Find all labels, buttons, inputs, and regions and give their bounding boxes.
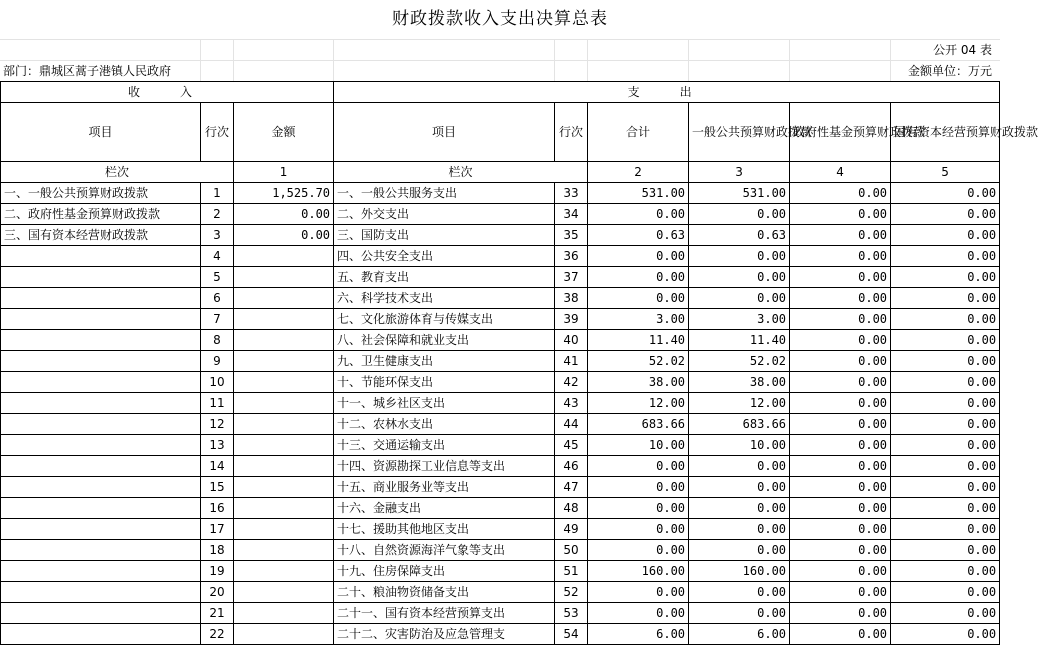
state-capital-cell[interactable]: 0.00	[891, 561, 1000, 582]
expense-line-no-cell[interactable]: 48	[555, 498, 588, 519]
header-general-budget[interactable]: 一般公共预算财政拨款	[689, 103, 790, 162]
state-capital-cell[interactable]: 0.00	[891, 204, 1000, 225]
general-budget-cell[interactable]: 0.00	[689, 246, 790, 267]
income-line-no-cell[interactable]: 1	[201, 183, 234, 204]
gov-fund-cell[interactable]: 0.00	[790, 624, 891, 645]
table-row	[1, 393, 1000, 414]
state-capital-cell[interactable]: 0.00	[891, 498, 1000, 519]
general-budget-cell[interactable]: 0.00	[689, 267, 790, 288]
income-line-no-cell[interactable]: 17	[201, 519, 234, 540]
general-budget-cell[interactable]: 10.00	[689, 435, 790, 456]
general-budget-cell[interactable]: 531.00	[689, 183, 790, 204]
state-capital-cell[interactable]: 0.00	[891, 624, 1000, 645]
expense-line-no-cell[interactable]: 54	[555, 624, 588, 645]
state-capital-cell[interactable]: 0.00	[891, 435, 1000, 456]
income-line-no-cell[interactable]: 4	[201, 246, 234, 267]
gov-fund-cell[interactable]: 0.00	[790, 498, 891, 519]
table-row	[1, 540, 1000, 561]
index-income-amount[interactable]: 1	[234, 162, 334, 183]
state-capital-cell[interactable]: 0.00	[891, 288, 1000, 309]
income-amount-cell[interactable]	[234, 414, 334, 435]
total-cell[interactable]: 0.00	[588, 603, 689, 624]
expense-item-cell[interactable]: 十八、自然资源海洋气象等支出	[334, 540, 555, 561]
table-row	[1, 183, 1000, 204]
income-item-cell[interactable]	[1, 414, 201, 435]
total-cell[interactable]: 0.00	[588, 288, 689, 309]
expense-item-cell[interactable]: 三、国防支出	[334, 225, 555, 246]
expense-item-cell[interactable]: 十一、城乡社区支出	[334, 393, 555, 414]
total-cell[interactable]: 0.00	[588, 519, 689, 540]
section-expense[interactable]: 支 出	[334, 82, 1000, 103]
expense-item-cell[interactable]: 二十一、国有资本经营预算支出	[334, 603, 555, 624]
table-row	[1, 267, 1000, 288]
table-row	[1, 330, 1000, 351]
expense-item-cell[interactable]: 九、卫生健康支出	[334, 351, 555, 372]
income-line-no-cell[interactable]: 9	[201, 351, 234, 372]
income-item-cell[interactable]: 三、国有资本经营财政拨款	[1, 225, 201, 246]
gov-fund-cell[interactable]: 0.00	[790, 519, 891, 540]
unit-label: 金额单位：万元	[907, 64, 992, 78]
general-budget-cell[interactable]: 0.00	[689, 204, 790, 225]
state-capital-cell[interactable]: 0.00	[891, 246, 1000, 267]
header-income-line-no[interactable]: 行次	[201, 103, 234, 162]
expense-item-cell[interactable]: 六、科学技术支出	[334, 288, 555, 309]
total-cell[interactable]: 38.00	[588, 372, 689, 393]
expense-line-no-cell[interactable]: 50	[555, 540, 588, 561]
column-header-row	[1, 103, 1000, 162]
general-budget-cell[interactable]: 12.00	[689, 393, 790, 414]
income-line-no-cell[interactable]: 7	[201, 309, 234, 330]
expense-item-cell[interactable]: 二十二、灾害防治及应急管理支	[334, 624, 555, 645]
gov-fund-cell[interactable]: 0.00	[790, 540, 891, 561]
state-capital-cell[interactable]: 0.00	[891, 225, 1000, 246]
income-line-no-cell[interactable]: 6	[201, 288, 234, 309]
general-budget-cell[interactable]: 683.66	[689, 414, 790, 435]
expense-line-no-cell[interactable]: 42	[555, 372, 588, 393]
income-amount-cell[interactable]	[234, 582, 334, 603]
gov-fund-cell[interactable]: 0.00	[790, 288, 891, 309]
expense-line-no-cell[interactable]: 51	[555, 561, 588, 582]
table-row	[1, 414, 1000, 435]
total-cell[interactable]: 0.00	[588, 246, 689, 267]
expense-line-no-cell[interactable]: 37	[555, 267, 588, 288]
state-capital-cell[interactable]: 0.00	[891, 582, 1000, 603]
expense-line-no-cell[interactable]: 36	[555, 246, 588, 267]
income-amount-cell[interactable]	[234, 267, 334, 288]
general-budget-cell[interactable]: 6.00	[689, 624, 790, 645]
income-amount-cell[interactable]	[234, 393, 334, 414]
income-line-no-cell[interactable]: 16	[201, 498, 234, 519]
general-budget-cell[interactable]: 0.00	[689, 519, 790, 540]
table-row	[1, 435, 1000, 456]
gov-fund-cell[interactable]: 0.00	[790, 183, 891, 204]
expense-line-no-cell[interactable]: 41	[555, 351, 588, 372]
income-item-cell[interactable]	[1, 267, 201, 288]
expense-item-cell[interactable]: 十六、金融支出	[334, 498, 555, 519]
form-number: 公开 04 表	[933, 43, 992, 57]
expense-item-cell[interactable]: 七、文化旅游体育与传媒支出	[334, 309, 555, 330]
income-line-no-cell[interactable]: 18	[201, 540, 234, 561]
state-capital-cell[interactable]: 0.00	[891, 414, 1000, 435]
total-cell[interactable]: 0.00	[588, 498, 689, 519]
income-item-cell[interactable]	[1, 582, 201, 603]
income-amount-cell[interactable]	[234, 246, 334, 267]
expense-line-no-cell[interactable]: 46	[555, 456, 588, 477]
expense-item-cell[interactable]: 一、一般公共服务支出	[334, 183, 555, 204]
expense-line-no-cell[interactable]: 34	[555, 204, 588, 225]
table-row	[1, 519, 1000, 540]
index-state-capital[interactable]: 5	[891, 162, 1000, 183]
total-cell[interactable]: 683.66	[588, 414, 689, 435]
income-amount-cell[interactable]	[234, 624, 334, 645]
income-line-no-cell[interactable]: 10	[201, 372, 234, 393]
table-row	[1, 309, 1000, 330]
expense-line-no-cell[interactable]: 45	[555, 435, 588, 456]
state-capital-cell[interactable]: 0.00	[891, 330, 1000, 351]
state-capital-cell[interactable]: 0.00	[891, 351, 1000, 372]
index-label-expense[interactable]: 栏次	[334, 162, 588, 183]
general-budget-cell[interactable]: 0.00	[689, 288, 790, 309]
gov-fund-cell[interactable]: 0.00	[790, 456, 891, 477]
total-cell[interactable]: 0.00	[588, 456, 689, 477]
general-budget-cell[interactable]: 0.00	[689, 498, 790, 519]
total-cell[interactable]: 12.00	[588, 393, 689, 414]
income-amount-cell[interactable]	[234, 603, 334, 624]
general-budget-cell[interactable]: 52.02	[689, 351, 790, 372]
header-gov-fund[interactable]: 政府性基金预算财政拨款	[790, 103, 891, 162]
general-budget-cell[interactable]: 0.00	[689, 540, 790, 561]
income-amount-cell[interactable]: 0.00	[234, 225, 334, 246]
expense-item-cell[interactable]: 四、公共安全支出	[334, 246, 555, 267]
state-capital-cell[interactable]: 0.00	[891, 519, 1000, 540]
income-item-cell[interactable]	[1, 540, 201, 561]
income-item-cell[interactable]	[1, 372, 201, 393]
income-item-cell[interactable]	[1, 498, 201, 519]
income-amount-cell[interactable]	[234, 561, 334, 582]
income-item-cell[interactable]	[1, 477, 201, 498]
total-cell[interactable]: 0.00	[588, 204, 689, 225]
income-line-no-cell[interactable]: 15	[201, 477, 234, 498]
table-row	[1, 225, 1000, 246]
income-amount-cell[interactable]: 1,525.70	[234, 183, 334, 204]
income-item-cell[interactable]	[1, 351, 201, 372]
section-header-row	[1, 82, 1000, 103]
total-cell[interactable]: 0.00	[588, 540, 689, 561]
total-cell[interactable]: 160.00	[588, 561, 689, 582]
gov-fund-cell[interactable]: 0.00	[790, 435, 891, 456]
expense-item-cell[interactable]: 十九、住房保障支出	[334, 561, 555, 582]
income-amount-cell[interactable]	[234, 456, 334, 477]
header-state-capital[interactable]: 国有资本经营预算财政拨款	[891, 103, 1000, 162]
expense-line-no-cell[interactable]: 47	[555, 477, 588, 498]
state-capital-cell[interactable]: 0.00	[891, 372, 1000, 393]
income-line-no-cell[interactable]: 22	[201, 624, 234, 645]
general-budget-cell[interactable]: 0.00	[689, 603, 790, 624]
gov-fund-cell[interactable]: 0.00	[790, 561, 891, 582]
expense-line-no-cell[interactable]: 53	[555, 603, 588, 624]
state-capital-cell[interactable]: 0.00	[891, 393, 1000, 414]
income-amount-cell[interactable]	[234, 351, 334, 372]
income-line-no-cell[interactable]: 2	[201, 204, 234, 225]
gov-fund-cell[interactable]: 0.00	[790, 477, 891, 498]
gov-fund-cell[interactable]: 0.00	[790, 204, 891, 225]
total-cell[interactable]: 0.00	[588, 582, 689, 603]
gov-fund-cell[interactable]: 0.00	[790, 330, 891, 351]
income-line-no-cell[interactable]: 21	[201, 603, 234, 624]
expense-item-cell[interactable]: 八、社会保障和就业支出	[334, 330, 555, 351]
income-item-cell[interactable]	[1, 393, 201, 414]
page-title: 财政拨款收入支出决算总表	[392, 9, 608, 29]
total-cell[interactable]: 10.00	[588, 435, 689, 456]
general-budget-cell[interactable]: 3.00	[689, 309, 790, 330]
state-capital-cell[interactable]: 0.00	[891, 477, 1000, 498]
total-cell[interactable]: 0.00	[588, 477, 689, 498]
gov-fund-cell[interactable]: 0.00	[790, 246, 891, 267]
income-item-cell[interactable]	[1, 624, 201, 645]
expense-line-no-cell[interactable]: 49	[555, 519, 588, 540]
expense-line-no-cell[interactable]: 40	[555, 330, 588, 351]
index-gov-fund[interactable]: 4	[790, 162, 891, 183]
header-income-amount[interactable]: 金额	[234, 103, 334, 162]
expense-item-cell[interactable]: 十七、援助其他地区支出	[334, 519, 555, 540]
total-cell[interactable]: 0.63	[588, 225, 689, 246]
budget-table	[0, 81, 1038, 645]
state-capital-cell[interactable]: 0.00	[891, 267, 1000, 288]
index-general-budget[interactable]: 3	[689, 162, 790, 183]
gov-fund-cell[interactable]: 0.00	[790, 372, 891, 393]
income-line-no-cell[interactable]: 14	[201, 456, 234, 477]
expense-line-no-cell[interactable]: 43	[555, 393, 588, 414]
general-budget-cell[interactable]: 0.00	[689, 582, 790, 603]
table-row	[1, 582, 1000, 603]
income-amount-cell[interactable]	[234, 309, 334, 330]
income-item-cell[interactable]	[1, 288, 201, 309]
expense-line-no-cell[interactable]: 38	[555, 288, 588, 309]
total-cell[interactable]: 52.02	[588, 351, 689, 372]
expense-line-no-cell[interactable]: 39	[555, 309, 588, 330]
general-budget-cell[interactable]: 38.00	[689, 372, 790, 393]
income-line-no-cell[interactable]: 13	[201, 435, 234, 456]
department-label: 部门：鼎城区蒿子港镇人民政府	[3, 64, 172, 78]
income-amount-cell[interactable]	[234, 498, 334, 519]
table-row	[1, 561, 1000, 582]
gov-fund-cell[interactable]: 0.00	[790, 582, 891, 603]
header-expense-item[interactable]: 项目	[334, 103, 555, 162]
expense-line-no-cell[interactable]: 52	[555, 582, 588, 603]
expense-item-cell[interactable]: 十二、农林水支出	[334, 414, 555, 435]
header-total[interactable]: 合计	[588, 103, 689, 162]
income-item-cell[interactable]: 一、一般公共预算财政拨款	[1, 183, 201, 204]
index-label-income[interactable]: 栏次	[1, 162, 234, 183]
income-amount-cell[interactable]	[234, 435, 334, 456]
income-amount-cell[interactable]: 0.00	[234, 204, 334, 225]
index-total[interactable]: 2	[588, 162, 689, 183]
income-line-no-cell[interactable]: 19	[201, 561, 234, 582]
income-line-no-cell[interactable]: 11	[201, 393, 234, 414]
expense-item-cell[interactable]: 十四、资源勘探工业信息等支出	[334, 456, 555, 477]
income-item-cell[interactable]	[1, 456, 201, 477]
income-item-cell[interactable]	[1, 330, 201, 351]
table-row	[1, 372, 1000, 393]
expense-line-no-cell[interactable]: 33	[555, 183, 588, 204]
income-amount-cell[interactable]	[234, 372, 334, 393]
general-budget-cell[interactable]: 0.00	[689, 456, 790, 477]
total-cell[interactable]: 531.00	[588, 183, 689, 204]
income-amount-cell[interactable]	[234, 288, 334, 309]
total-cell[interactable]: 0.00	[588, 267, 689, 288]
general-budget-cell[interactable]: 0.63	[689, 225, 790, 246]
expense-item-cell[interactable]: 五、教育支出	[334, 267, 555, 288]
income-line-no-cell[interactable]: 3	[201, 225, 234, 246]
state-capital-cell[interactable]: 0.00	[891, 309, 1000, 330]
income-line-no-cell[interactable]: 12	[201, 414, 234, 435]
gov-fund-cell[interactable]: 0.00	[790, 414, 891, 435]
expense-item-cell[interactable]: 二、外交支出	[334, 204, 555, 225]
header-expense-line-no[interactable]: 行次	[555, 103, 588, 162]
income-item-cell[interactable]	[1, 603, 201, 624]
income-item-cell[interactable]	[1, 309, 201, 330]
income-item-cell[interactable]	[1, 435, 201, 456]
total-cell[interactable]: 11.40	[588, 330, 689, 351]
income-amount-cell[interactable]	[234, 519, 334, 540]
table-row	[1, 351, 1000, 372]
general-budget-cell[interactable]: 160.00	[689, 561, 790, 582]
state-capital-cell[interactable]: 0.00	[891, 183, 1000, 204]
expense-line-no-cell[interactable]: 44	[555, 414, 588, 435]
income-amount-cell[interactable]	[234, 330, 334, 351]
table-row	[1, 498, 1000, 519]
table-row	[1, 204, 1000, 225]
total-cell[interactable]: 6.00	[588, 624, 689, 645]
income-amount-cell[interactable]	[234, 540, 334, 561]
table-row	[1, 603, 1000, 624]
table-row	[1, 246, 1000, 267]
income-item-cell[interactable]	[1, 519, 201, 540]
header-income-item[interactable]: 项目	[1, 103, 201, 162]
section-income[interactable]: 收 入	[1, 82, 334, 103]
gov-fund-cell[interactable]: 0.00	[790, 351, 891, 372]
income-item-cell[interactable]	[1, 246, 201, 267]
state-capital-cell[interactable]: 0.00	[891, 603, 1000, 624]
expense-item-cell[interactable]: 二十、粮油物资储备支出	[334, 582, 555, 603]
income-item-cell[interactable]: 二、政府性基金预算财政拨款	[1, 204, 201, 225]
income-line-no-cell[interactable]: 8	[201, 330, 234, 351]
table-row	[1, 477, 1000, 498]
table-row	[1, 288, 1000, 309]
expense-item-cell[interactable]: 十五、商业服务业等支出	[334, 477, 555, 498]
expense-item-cell[interactable]: 十三、交通运输支出	[334, 435, 555, 456]
gov-fund-cell[interactable]: 0.00	[790, 225, 891, 246]
expense-line-no-cell[interactable]: 35	[555, 225, 588, 246]
gov-fund-cell[interactable]: 0.00	[790, 309, 891, 330]
gov-fund-cell[interactable]: 0.00	[790, 267, 891, 288]
income-amount-cell[interactable]	[234, 477, 334, 498]
total-cell[interactable]: 3.00	[588, 309, 689, 330]
income-line-no-cell[interactable]: 5	[201, 267, 234, 288]
gov-fund-cell[interactable]: 0.00	[790, 393, 891, 414]
general-budget-cell[interactable]: 0.00	[689, 477, 790, 498]
expense-item-cell[interactable]: 十、节能环保支出	[334, 372, 555, 393]
state-capital-cell[interactable]: 0.00	[891, 456, 1000, 477]
general-budget-cell[interactable]: 11.40	[689, 330, 790, 351]
gov-fund-cell[interactable]: 0.00	[790, 603, 891, 624]
table-row	[1, 624, 1000, 645]
state-capital-cell[interactable]: 0.00	[891, 540, 1000, 561]
income-item-cell[interactable]	[1, 561, 201, 582]
column-index-row	[1, 162, 1000, 183]
table-row	[1, 456, 1000, 477]
income-line-no-cell[interactable]: 20	[201, 582, 234, 603]
